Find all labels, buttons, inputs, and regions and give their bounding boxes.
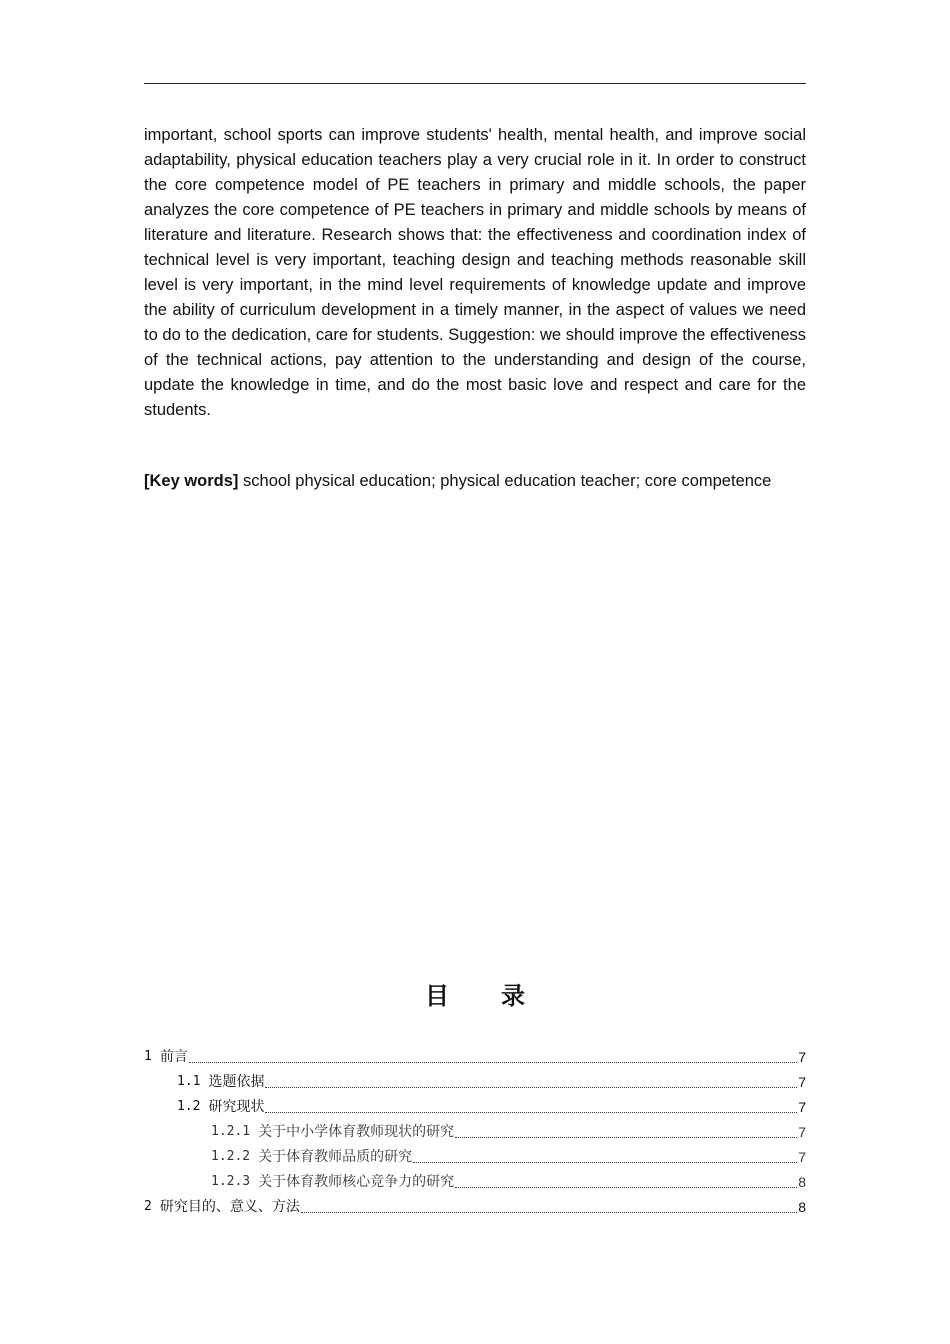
- toc-entry[interactable]: [144, 1118, 806, 1143]
- toc-title-left: 目: [425, 982, 449, 1010]
- toc-entry-number: 1: [144, 1049, 152, 1064]
- toc-entry-title: 选题依据: [208, 1074, 265, 1090]
- toc-entry[interactable]: [144, 1043, 806, 1068]
- toc-entry-title: 关于中小学体育教师现状的研究: [258, 1124, 455, 1140]
- toc-entry[interactable]: [144, 1093, 806, 1118]
- toc-entry[interactable]: [144, 1193, 806, 1218]
- toc-entry[interactable]: [144, 1068, 806, 1093]
- toc-entry[interactable]: [144, 1143, 806, 1168]
- toc-entry-title: 前言: [159, 1049, 188, 1065]
- toc-entry-page: 7: [798, 1099, 806, 1115]
- table-of-contents: [144, 1043, 806, 1218]
- toc-entry-page: 7: [798, 1049, 806, 1065]
- toc-leader-dots: [413, 1161, 797, 1163]
- toc-leader-dots: [265, 1086, 797, 1088]
- toc-entry-title: 研究目的、意义、方法: [159, 1199, 300, 1215]
- toc-entry-title: 关于体育教师核心竞争力的研究: [258, 1174, 455, 1190]
- toc-leader-dots: [455, 1186, 797, 1188]
- abstract-paragraph: important, school sports can improve students' health, mental health, and improve social adaptability, physical education teachers play a very crucial role in it. In order to construct the core competence model of PE teachers in primary and middle schools, the paper analyzes the core competence of PE teachers in primary and middle schools by means of literature and literature. Research shows that: the effectiveness and coordination index of technical level is very important, teaching design and teaching methods reasonable skill level is very important, in the mind level requirements of knowledge update and improve the ability of curriculum development in a timely manner, in the aspect of values we need to do to the dedication, care for students. Suggestion: we should improve the effectiveness of the technical actions, pay attention to the understanding and design of the course, update the knowledge in time, and do the most basic love and respect and care for the students.: [144, 126, 806, 419]
- toc-entry-number: 1.2.1: [211, 1124, 251, 1139]
- header-rule: [144, 83, 806, 84]
- toc-leader-dots: [189, 1061, 797, 1063]
- toc-entry-number: 1.2.3: [211, 1174, 251, 1189]
- abstract-body: [144, 123, 806, 423]
- keywords-text: school physical education; physical education teacher; core competence: [243, 472, 772, 490]
- toc-entry-title: 研究现状: [208, 1099, 265, 1115]
- toc-leader-dots: [301, 1211, 797, 1213]
- keywords-line: [144, 469, 824, 494]
- toc-title-right: 录: [501, 982, 525, 1010]
- toc-entry-number: 1.2: [177, 1099, 201, 1114]
- toc-leader-dots: [455, 1136, 797, 1138]
- toc-entry[interactable]: [144, 1168, 806, 1193]
- toc-entry-page: 8: [798, 1199, 806, 1215]
- toc-entry-page: 7: [798, 1074, 806, 1090]
- toc-leader-dots: [265, 1111, 797, 1113]
- toc-entry-number: 2: [144, 1199, 152, 1214]
- keywords-label: [Key words]: [144, 472, 239, 490]
- toc-entry-title: 关于体育教师品质的研究: [258, 1149, 413, 1165]
- toc-entry-page: 7: [798, 1124, 806, 1140]
- toc-title: [0, 976, 950, 1011]
- toc-entry-page: 8: [798, 1174, 806, 1190]
- toc-entry-number: 1.1: [177, 1074, 201, 1089]
- toc-entry-number: 1.2.2: [211, 1149, 251, 1164]
- toc-entry-page: 7: [798, 1149, 806, 1165]
